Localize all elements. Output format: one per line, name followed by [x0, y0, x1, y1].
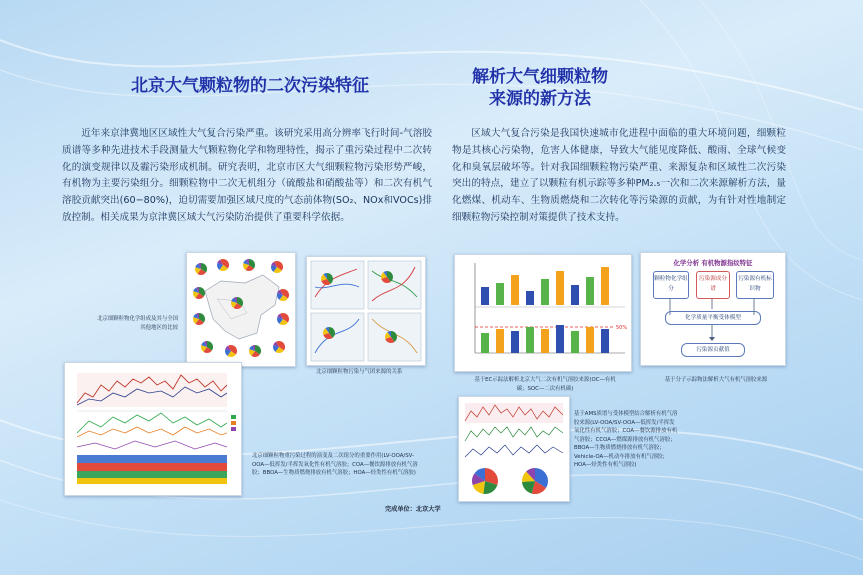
bar-lower	[571, 331, 579, 353]
bar-upper	[556, 271, 564, 305]
bar-upper	[586, 277, 594, 305]
bar-lower	[526, 327, 534, 353]
right-paragraph-text: 区域大气复合污染是我国快速城市化进程中面临的重大环境问题，细颗粒物是其核心污染物，危害人体健康，导致大气能见度降低、酸雨、全球气候变化和臭氧层破坏等。针对我国细颗粒物污染严重、来源复杂和区域性二次污染突出的特点，建立了以颗粒有机示踪等多种PM₂.₅一次和二次来源解析方法，量化燃煤、机动车、生物质燃烧和二次转化等污染源的贡献，为有针对性地制定细颗粒物污染控制对策提供了技术支持。	[452, 128, 786, 223]
left-caption-timeseries: 北京细颗粒物重污染过程的演变及二次组分的重要作用(LV-OOA/SV-OOA—低挥发/半挥发氧化性有机气溶胶；COA—餐饮源排放有机气溶胶；BBOA—生物质燃烧排放有机气溶胶；HOA—烃类性有机气溶胶)	[252, 453, 418, 476]
molecular-tracer-flow-figure	[640, 252, 786, 366]
left-paragraph-text: 近年来京津冀地区区域性大气复合污染严重。该研究采用高分辨率飞行时间-气溶胶质谱等多种先进技术手段测量大气颗粒物化学和物理特性，揭示了重污染过程中二次转化的演变规律以及霾污染形成机制。研究表明，北京市区大气细颗粒物污染形势严峻，有机物为主要污染组分。细颗粒物中二次无机组分（硫酸盐和硝酸盐等）和二次有机气溶胶贡献突出(60−80%)，迫切需要加强区域尺度的气态前体物(SO₂、NOx和VOCs)排放控制。相关成果为京津冀区域大气污染防治提供了重要科学依据。	[62, 128, 432, 223]
flow-header: 化学分析 有机物源指纹特征	[673, 259, 753, 267]
bar-lower	[511, 331, 519, 353]
ec-tracer-bar-graphic	[455, 255, 631, 371]
china-map-graphic	[187, 253, 295, 366]
credit-line: 完成单位：北京大学	[385, 506, 441, 513]
airmass-pathway-graphic	[307, 257, 425, 365]
bar-upper	[526, 291, 534, 305]
haze-timeseries-figure	[64, 362, 242, 496]
bar-upper	[601, 267, 609, 305]
bar-lower	[586, 327, 594, 353]
ams-source-figure	[458, 396, 570, 502]
ec-tracer-bar-figure	[454, 254, 632, 372]
right-paragraph	[452, 126, 786, 227]
ams-source-graphic	[459, 397, 569, 501]
threshold-label: 50%	[616, 325, 628, 331]
flow-box-result: 污染源贡献值	[681, 343, 745, 357]
left-paragraph	[62, 126, 432, 227]
flow-box-right: 污染源有机标识物	[736, 271, 774, 299]
right-caption-flow: 基于分子示踪物法解析大气有机气溶胶来源	[664, 377, 768, 383]
bar-lower	[541, 329, 549, 353]
right-caption-bar: 基于EC示踪法解析北京大气二次有机气溶胶来源(OC—有机碳；SOC—二次有机碳)	[474, 377, 616, 392]
left-caption-pathways: 北京细颗粒物污染与气团来源的关系	[316, 369, 403, 375]
bar-lower	[601, 329, 609, 353]
left-title: 北京大气颗粒物的二次污染特征	[131, 76, 369, 96]
china-map-figure	[186, 252, 296, 367]
bar-lower	[556, 325, 564, 353]
bar-upper	[541, 279, 549, 305]
left-caption-map: 北京细颗粒物化学组成及其与全国其他地区的比较	[97, 316, 178, 331]
right-title-line1: 解析大气细颗粒物	[472, 67, 608, 87]
bar-upper	[481, 287, 489, 305]
haze-timeseries-graphic	[65, 363, 241, 495]
right-title	[450, 66, 630, 110]
right-title-line2: 来源的新方法	[489, 89, 591, 109]
right-caption-ams: 基于AMS质谱与受体模型结合解析有机气溶胶来源(LV-OOA/SV-OOA—低挥发/半挥发氧化性有机气溶胶；COA—餐饮源排放有机气溶胶；CCOA—燃煤源排放有机气溶胶；BBOA—生物质燃烧排放有机气溶胶；Vehicle-OA—机动车排放有机气溶胶；HOA—烃类性有机气溶胶)	[574, 411, 678, 468]
airmass-pathway-figure	[306, 256, 426, 366]
bar-lower	[496, 329, 504, 353]
bar-lower	[481, 333, 489, 353]
flow-box-mid: 污染源成分谱	[696, 271, 730, 299]
bar-upper	[496, 283, 504, 305]
bar-upper	[571, 285, 579, 305]
flow-box-model: 化学质量平衡受体模型	[665, 311, 761, 325]
flow-box-left: 颗粒物化学组分	[653, 271, 689, 299]
bar-upper	[511, 275, 519, 305]
